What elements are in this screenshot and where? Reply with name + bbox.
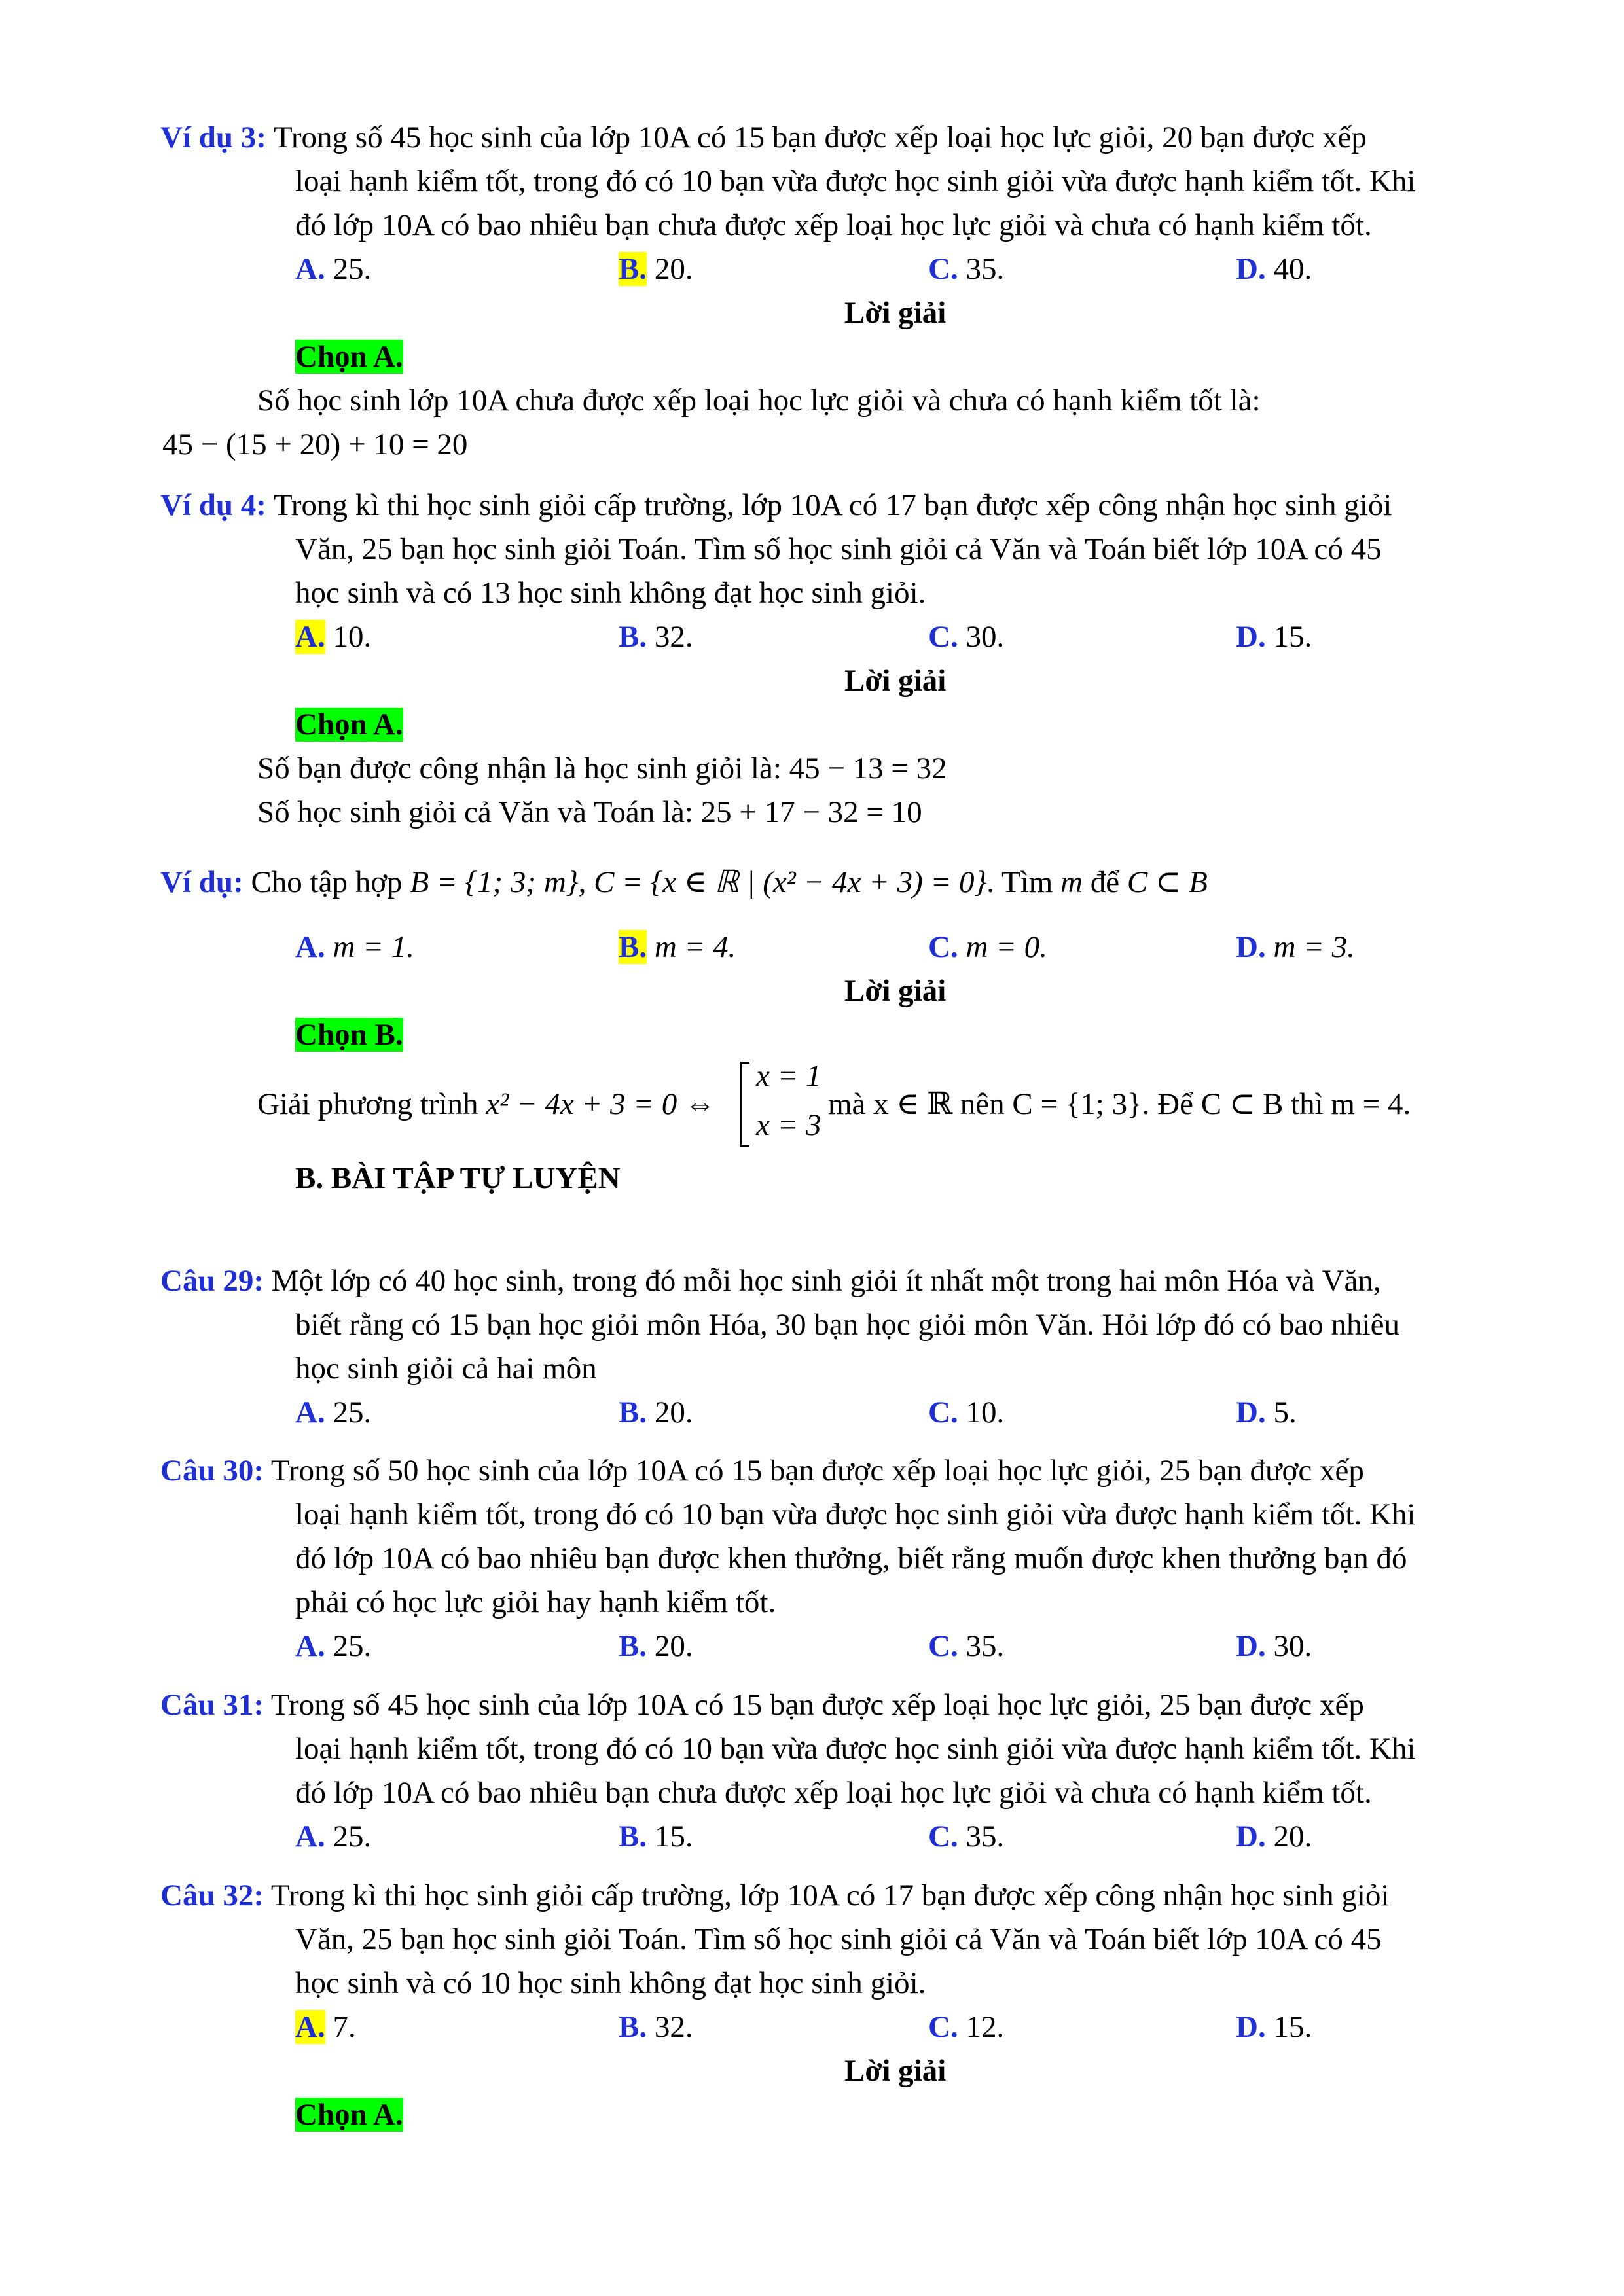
example-5-root-2: x = 3: [756, 1108, 821, 1142]
example-4-solution-line-1: Số bạn được công nhận là học sinh giỏi là: 45 − 13 = 32: [257, 751, 947, 785]
question-31-option-b: B. 15.: [619, 1820, 693, 1854]
example-3-solution-title: Lời giải: [844, 296, 947, 330]
example-4-line-1: [160, 484, 1392, 526]
example-5-solution-conclusion: mà x ∈ ℝ nên C = {1; 3}. Để C ⊂ B thì m = 4.: [828, 1087, 1411, 1121]
example-5-option-c: C. m = 0.: [928, 930, 1047, 964]
question-29-option-a: A. 25.: [295, 1395, 372, 1429]
example-3-option-d: D. 40.: [1236, 252, 1312, 286]
question-30-line-2: loại hạnh kiểm tốt, trong đó có 10 bạn vừa được học sinh giỏi vừa được hạnh kiểm tốt. Khi: [295, 1498, 1416, 1532]
example-5-option-a: A. m = 1.: [295, 930, 414, 964]
question-29-option-c: C. 10.: [928, 1395, 1005, 1429]
example-4-option-d: D. 15.: [1236, 620, 1312, 654]
question-31-label: Câu 31:: [160, 1688, 264, 1722]
example-3-line-3: đó lớp 10A có bao nhiêu bạn chưa được xếp loại học lực giỏi và chưa có hạnh kiểm tốt.: [295, 208, 1372, 242]
example-5-roots-bracket: [740, 1062, 749, 1147]
question-30-option-d: D. 30.: [1236, 1629, 1312, 1663]
question-30-line-4: phải có học lực giỏi hay hạnh kiểm tốt.: [295, 1585, 776, 1619]
example-3-option-c: C. 35.: [928, 252, 1005, 286]
example-3-solution-line-2: 45 − (15 + 20) + 10 = 20: [162, 427, 468, 461]
example-5-label: Ví dụ:: [160, 865, 244, 899]
example-5-equation: x² − 4x + 3 = 0 ⇔: [486, 1087, 715, 1121]
example-3-label: Ví dụ 3:: [160, 120, 266, 154]
question-32-label: Câu 32:: [160, 1878, 264, 1912]
example-4-text-1: Trong kì thi học sinh giỏi cấp trường, lớp 10A có 17 bạn được xếp công nhận học sinh giỏi: [273, 488, 1392, 522]
question-29-line-3: học sinh giỏi cả hai môn: [295, 1352, 597, 1386]
question-31-line-2: loại hạnh kiểm tốt, trong đó có 10 bạn vừa được học sinh giỏi vừa được hạnh kiểm tốt. Khi: [295, 1732, 1416, 1766]
question-30-option-c: C. 35.: [928, 1629, 1005, 1663]
example-4-chosen: Chọn A.: [295, 708, 403, 742]
example-5-line-1: Ví dụ: Cho tập hợp B = {1; 3; m}, C = {x ∈ ℝ | (x² − 4x + 3) = 0}. Tìm m để C ⊂ B: [160, 865, 1208, 899]
example-3-chosen: Chọn A.: [295, 340, 403, 374]
question-30-option-b: B. 20.: [619, 1629, 693, 1663]
question-32-line-2: Văn, 25 bạn học sinh giỏi Toán. Tìm số học sinh giỏi cả Văn và Toán biết lớp 10A có 45: [295, 1922, 1382, 1956]
question-29-line-1: Câu 29: Một lớp có 40 học sinh, trong đó mỗi học sinh giỏi ít nhất một trong hai môn Hóa và Văn,: [160, 1264, 1381, 1298]
example-5-sets-expression: B = {1; 3; m}, C = {x ∈ ℝ | (x² − 4x + 3) = 0}: [410, 865, 987, 899]
question-30-label: Câu 30:: [160, 1454, 264, 1488]
example-4-option-c: C. 30.: [928, 620, 1005, 654]
example-3-line-2: loại hạnh kiểm tốt, trong đó có 10 bạn vừa được học sinh giỏi vừa được hạnh kiểm tốt. Khi: [295, 164, 1416, 198]
example-5-solution-title: Lời giải: [844, 974, 947, 1008]
example-4-label: Ví dụ 4:: [160, 488, 266, 522]
question-32-line-3: học sinh và có 10 học sinh không đạt học sinh giỏi.: [295, 1966, 926, 2000]
section-title: B. BÀI TẬP TỰ LUYỆN: [295, 1161, 621, 1195]
question-29-option-b: B. 20.: [619, 1395, 693, 1429]
question-30-line-1: Câu 30: Trong số 50 học sinh của lớp 10A có 15 bạn được xếp loại học lực giỏi, 25 bạn được xếp: [160, 1454, 1364, 1488]
question-32-option-a: A. 7.: [295, 2010, 356, 2044]
example-5-root-1: x = 1: [756, 1059, 821, 1093]
question-29-option-d: D. 5.: [1236, 1395, 1297, 1429]
question-31-line-1: Câu 31: Trong số 45 học sinh của lớp 10A có 15 bạn được xếp loại học lực giỏi, 25 bạn được xếp: [160, 1688, 1364, 1722]
question-32-option-c: C. 12.: [928, 2010, 1005, 2044]
example-4-solution-line-2: Số học sinh giỏi cả Văn và Toán là: 25 + 17 − 32 = 10: [257, 795, 922, 829]
question-31-option-d: D. 20.: [1236, 1820, 1312, 1854]
example-3-text-1: Trong số 45 học sinh của lớp 10A có 15 bạn được xếp loại học lực giỏi, 20 bạn được xếp: [273, 120, 1367, 154]
example-3-option-a: A. 25.: [295, 252, 372, 286]
example-3-option-b: B. 20.: [619, 252, 693, 286]
question-29-line-2: biết rằng có 15 bạn học giỏi môn Hóa, 30 bạn học giỏi môn Văn. Hỏi lớp đó có bao nhiêu: [295, 1308, 1399, 1342]
example-3-line-1: [160, 117, 1502, 158]
question-32-option-d: D. 15.: [1236, 2010, 1312, 2044]
example-4-solution-title: Lời giải: [844, 664, 947, 698]
example-4-option-a: A. 10.: [295, 620, 372, 654]
example-5-solution-line: Giải phương trình x² − 4x + 3 = 0 ⇔: [257, 1087, 715, 1121]
example-5-chosen: Chọn B.: [295, 1018, 403, 1052]
example-5-option-b: B. m = 4.: [619, 930, 736, 964]
question-31-option-c: C. 35.: [928, 1820, 1005, 1854]
question-29-label: Câu 29:: [160, 1264, 264, 1298]
example-4-option-b: B. 32.: [619, 620, 693, 654]
example-4-line-3: học sinh và có 13 học sinh không đạt học sinh giỏi.: [295, 576, 926, 610]
question-32-line-1: Câu 32: Trong kì thi học sinh giỏi cấp trường, lớp 10A có 17 bạn được xếp công nhận học sinh giỏi: [160, 1878, 1390, 1912]
question-32-chosen: Chọn A.: [295, 2098, 403, 2132]
question-32-solution-title: Lời giải: [844, 2054, 947, 2088]
question-31-line-3: đó lớp 10A có bao nhiêu bạn chưa được xếp loại học lực giỏi và chưa có hạnh kiểm tốt.: [295, 1776, 1372, 1810]
question-30-option-a: A. 25.: [295, 1629, 372, 1663]
example-4-line-2: Văn, 25 bạn học sinh giỏi Toán. Tìm số học sinh giỏi cả Văn và Toán biết lớp 10A có 45: [295, 532, 1382, 566]
question-30-line-3: đó lớp 10A có bao nhiêu bạn được khen thưởng, biết rằng muốn được khen thưởng bạn đó: [295, 1541, 1407, 1575]
example-5-option-d: D. m = 3.: [1236, 930, 1355, 964]
question-31-option-a: A. 25.: [295, 1820, 372, 1854]
question-32-option-b: B. 32.: [619, 2010, 693, 2044]
example-3-solution-line-1: Số học sinh lớp 10A chưa được xếp loại học lực giỏi và chưa có hạnh kiểm tốt là:: [257, 384, 1261, 418]
